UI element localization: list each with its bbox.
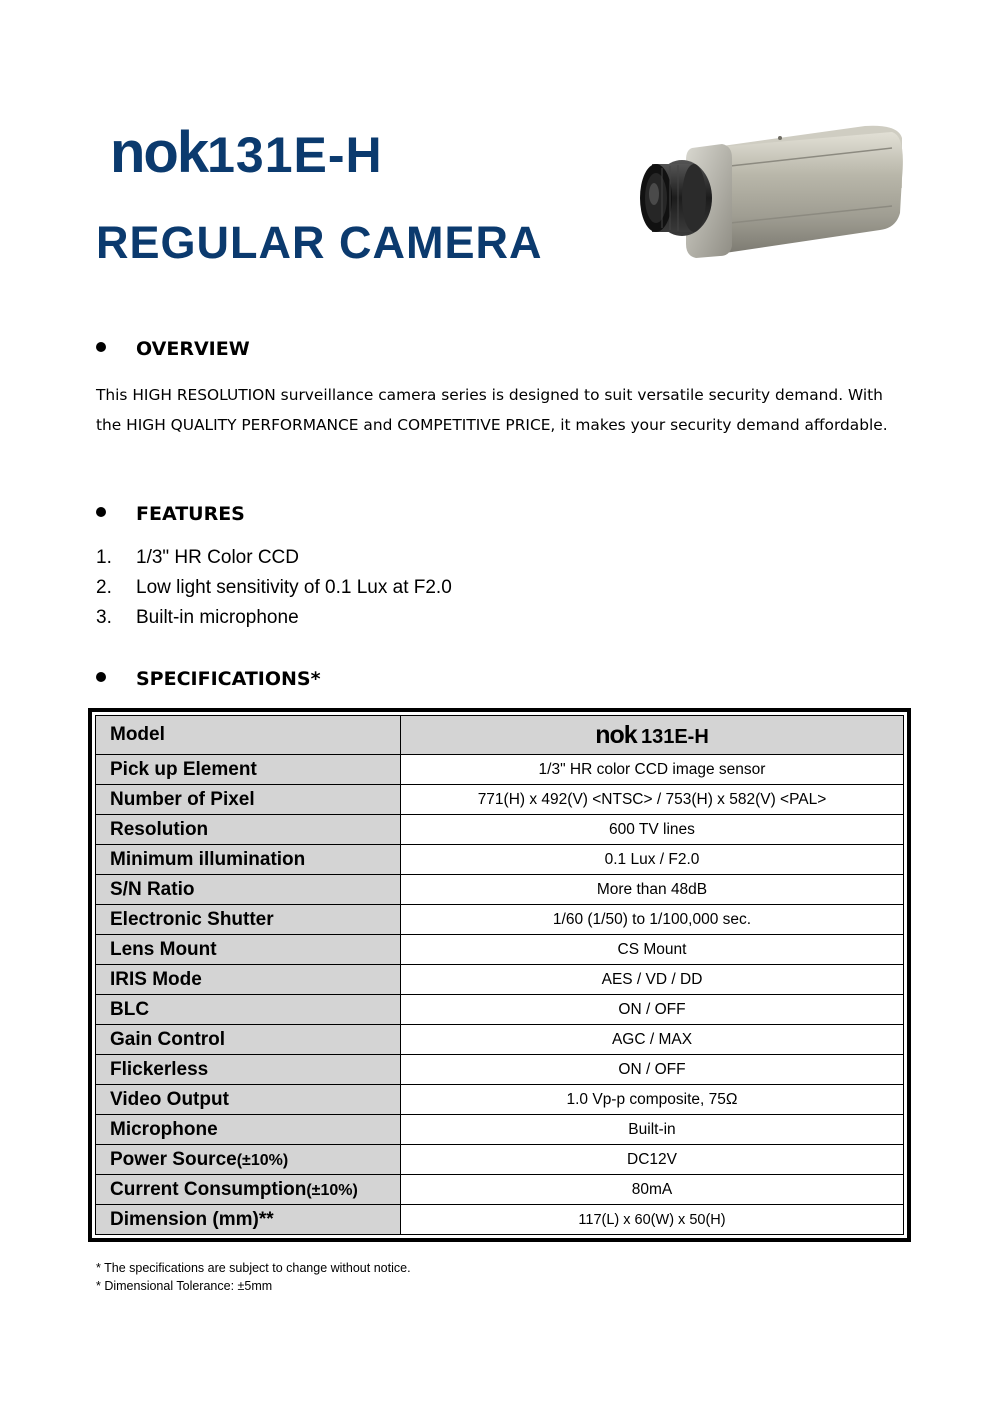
box-camera-icon [630,118,910,263]
spec-value: CS Mount [401,935,904,965]
list-number: 2. [96,577,112,598]
spec-label-text: Power Source [110,1148,237,1170]
spec-label [96,815,401,845]
spec-value: 771(H) x 492(V) <NTSC> / 753(H) x 582(V) <PAL> [401,785,904,815]
list-item [96,573,452,603]
table-row [96,965,904,995]
table-header-model [401,716,904,755]
spec-value: AGC / MAX [401,1025,904,1055]
spec-value: 1/3" HR color CCD image sensor [401,755,904,785]
spec-label-text: Electronic Shutter [110,908,274,930]
table-row [96,755,904,785]
table-row [96,1085,904,1115]
table-row [96,1055,904,1085]
spec-label [96,965,401,995]
spec-label [96,1025,401,1055]
model-title [110,120,383,185]
specifications-heading-text: SPECIFICATIONS* [136,668,321,690]
spec-value: Built-in [401,1115,904,1145]
spec-label-text: Lens Mount [110,938,217,960]
spec-label-suffix: (±10%) [306,1181,358,1199]
bullet-icon [96,507,106,517]
spec-label-text: Gain Control [110,1028,226,1050]
list-item [96,603,452,633]
spec-value: 600 TV lines [401,815,904,845]
spec-label [96,785,401,815]
spec-label-text: S/N Ratio [110,878,195,900]
spec-label [96,995,401,1025]
specifications-table [88,708,911,1242]
spec-value: 80mA [401,1175,904,1205]
model-number: 131E-H [640,725,709,748]
spec-value: 1/60 (1/50) to 1/100,000 sec. [401,905,904,935]
spec-label-text: Microphone [110,1118,218,1140]
features-list [96,543,452,633]
footnote: * The specifications are subject to change without notice. [96,1261,411,1275]
spec-label-text: Video Output [110,1088,229,1110]
spec-value: 0.1 Lux / F2.0 [401,845,904,875]
spec-label [96,845,401,875]
list-text: Low light sensitivity of 0.1 Lux at F2.0 [136,577,452,598]
spec-value: DC12V [401,1145,904,1175]
table-header-label: Model [96,716,401,755]
spec-label [96,1055,401,1085]
spec-label [96,755,401,785]
bullet-icon [96,342,106,352]
spec-value: ON / OFF [401,1055,904,1085]
list-number: 1. [96,547,112,568]
features-heading-text: FEATURES [136,503,245,525]
spec-label [96,1205,401,1235]
spec-label-text: Minimum illumination [110,848,306,870]
footnote: * Dimensional Tolerance: ±5mm [96,1279,273,1293]
spec-label-text: Flickerless [110,1058,209,1080]
table-header-row [96,716,904,755]
table-row [96,1175,904,1205]
spec-label-suffix: (±10%) [236,1151,289,1169]
table-row [96,1025,904,1055]
spec-label-text: Current Consumption [110,1178,307,1200]
spec-label-text: IRIS Mode [110,968,202,990]
brand-logo: nok [595,720,637,749]
table-row [96,1115,904,1145]
features-heading [96,503,245,525]
table-row [96,875,904,905]
overview-text: This HIGH RESOLUTION surveillance camera series is designed to suit versatile security demand. With the HIGH QUALITY PERFORMANCE and COMPETITIVE PRICE, it makes your security demand affordable. [96,386,888,434]
bullet-icon [96,672,106,682]
overview-heading [96,338,250,360]
list-text: Built-in microphone [136,607,299,628]
spec-value: 1.0 Vp-p composite, 75Ω [401,1085,904,1115]
product-title: REGULAR CAMERA [96,217,543,268]
spec-label [96,875,401,905]
table-row [96,935,904,965]
table-row [96,1145,904,1175]
spec-value: AES / VD / DD [401,965,904,995]
spec-value: 117(L) x 60(W) x 50(H) [401,1205,904,1235]
specifications-heading [96,668,321,690]
spec-label [96,1115,401,1145]
spec-label [96,1085,401,1115]
overview-heading-text: OVERVIEW [136,338,250,360]
spec-label-text: Dimension (mm)** [110,1208,274,1230]
table-row [96,785,904,815]
table-row [96,905,904,935]
spec-label-text: Number of Pixel [110,788,255,810]
spec-value: More than 48dB [401,875,904,905]
spec-label-text: Pick up Element [110,758,257,780]
table-row [96,845,904,875]
spec-value: ON / OFF [401,995,904,1025]
table-row [96,1205,904,1235]
spec-label-text: BLC [110,998,150,1020]
model-number: 131E-H [207,127,383,183]
list-text: 1/3" HR Color CCD [136,547,300,568]
spec-label [96,935,401,965]
table-row [96,995,904,1025]
spec-label [96,905,401,935]
list-number: 3. [96,607,112,628]
brand-logo: nok [110,120,208,185]
list-item [96,543,452,573]
table-row [96,815,904,845]
spec-label-text: Resolution [110,818,209,840]
spec-label [96,1175,401,1205]
spec-label [96,1145,401,1175]
footnotes [96,1259,411,1295]
